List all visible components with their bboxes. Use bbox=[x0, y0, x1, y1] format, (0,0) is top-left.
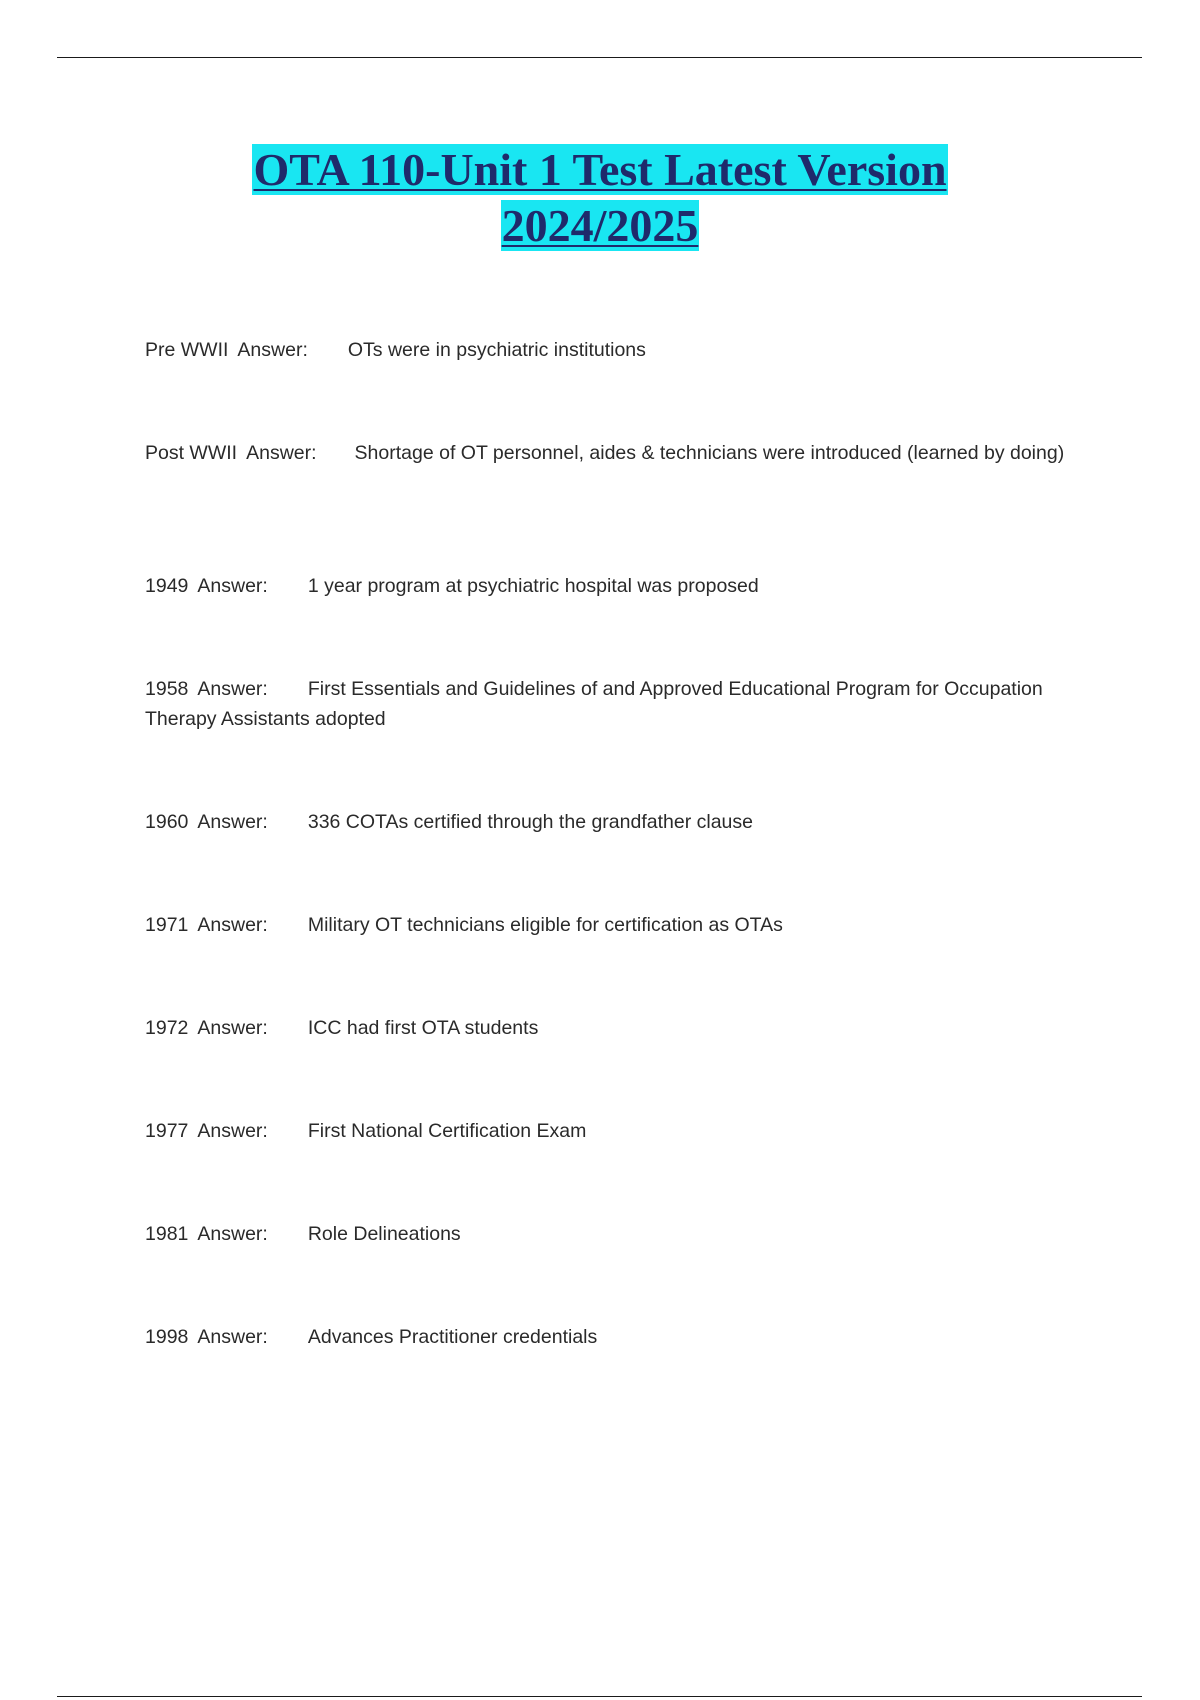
qa-item-post-wwii bbox=[145, 438, 1085, 468]
answer-label: Answer: bbox=[197, 811, 268, 833]
answer-text: OTs were in psychiatric institutions bbox=[347, 339, 646, 361]
answer-label: Answer: bbox=[197, 575, 268, 597]
question-term: 1958 bbox=[145, 678, 189, 700]
answer-label: Answer: bbox=[197, 1017, 268, 1039]
answer-label: Answer: bbox=[197, 1120, 268, 1142]
qa-item-1977 bbox=[145, 1116, 1085, 1146]
answer-label: Answer: bbox=[197, 1326, 268, 1348]
qa-item-1949 bbox=[145, 571, 1085, 601]
qa-item-1958 bbox=[145, 674, 1085, 734]
question-term: Pre WWII bbox=[145, 339, 229, 361]
question-term: 1960 bbox=[145, 811, 189, 833]
answer-text: Shortage of OT personnel, aides & technicians were introduced (learned by doing) bbox=[354, 442, 1065, 464]
header-rule bbox=[57, 57, 1142, 58]
qa-item-1971 bbox=[145, 910, 1085, 940]
qa-item-1972 bbox=[145, 1013, 1085, 1043]
answer-text: First National Certification Exam bbox=[307, 1120, 587, 1142]
answer-label: Answer: bbox=[197, 678, 268, 700]
question-term: 1949 bbox=[145, 575, 189, 597]
document-title bbox=[0, 142, 1200, 254]
answer-text: Role Delineations bbox=[307, 1223, 461, 1245]
answer-text: ICC had first OTA students bbox=[307, 1017, 539, 1039]
answer-label: Answer: bbox=[246, 442, 317, 464]
answer-text: 1 year program at psychiatric hospital was proposed bbox=[307, 575, 759, 597]
answer-text: Advances Practitioner credentials bbox=[307, 1326, 598, 1348]
question-term: 1972 bbox=[145, 1017, 189, 1039]
question-term: 1971 bbox=[145, 914, 189, 936]
question-term: 1998 bbox=[145, 1326, 189, 1348]
qa-item-pre-wwii bbox=[145, 335, 1085, 365]
qa-item-1981 bbox=[145, 1219, 1085, 1249]
answer-text: First Essentials and Guidelines of and Approved Educational Program for Occupation Therapy Assistants adopted bbox=[145, 678, 1043, 730]
answer-text: 336 COTAs certified through the grandfather clause bbox=[307, 811, 753, 833]
question-term: Post WWII bbox=[145, 442, 238, 464]
footer-rule bbox=[57, 1696, 1142, 1697]
answer-label: Answer: bbox=[197, 914, 268, 936]
answer-text: Military OT technicians eligible for certification as OTAs bbox=[307, 914, 783, 936]
qa-item-1998 bbox=[145, 1322, 1085, 1352]
answer-label: Answer: bbox=[237, 339, 308, 361]
question-term: 1977 bbox=[145, 1120, 189, 1142]
title-line-1[interactable]: OTA 110-Unit 1 Test Latest Version bbox=[253, 144, 947, 195]
title-line-2[interactable]: 2024/2025 bbox=[501, 200, 699, 251]
qa-item-1960 bbox=[145, 807, 1085, 837]
answer-label: Answer: bbox=[197, 1223, 268, 1245]
question-term: 1981 bbox=[145, 1223, 189, 1245]
